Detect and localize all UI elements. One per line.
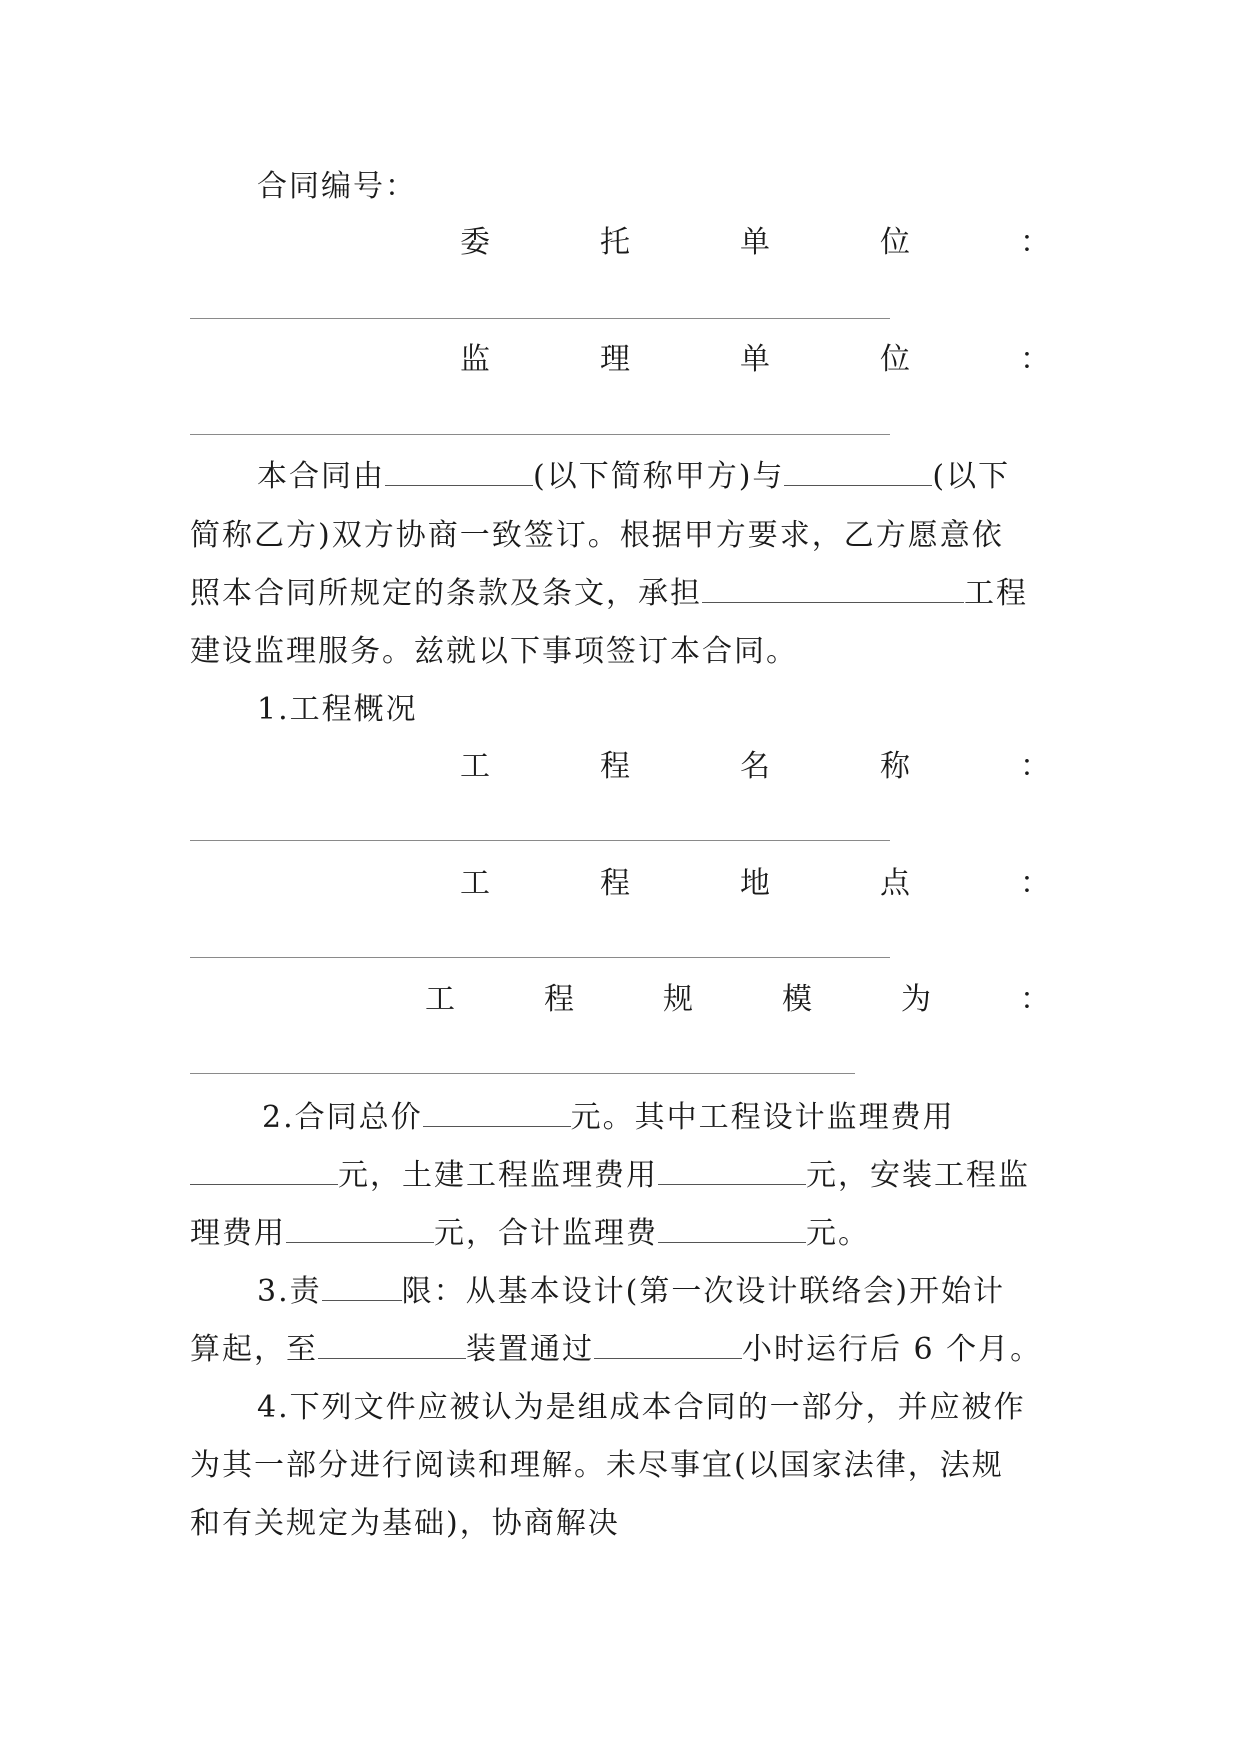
section-3-text: 小时运行后 6 个月。 [742,1332,1043,1367]
supervisor-unit-char: 单 [740,342,770,377]
contract-number-label: 合同编号： [257,169,417,204]
section-2-text: 元，合计监理费 [434,1216,658,1251]
supervisor-unit-char: 理 [600,342,630,377]
project-name-char: 名 [740,749,770,784]
civil-fee-blank[interactable] [658,1156,806,1185]
project-scale-fill-line[interactable] [190,1073,855,1074]
section-2-text: 2.合同总价 [262,1100,423,1135]
intro-text: 照本合同所规定的条款及条文，承担 [190,576,702,611]
project-name-char: ： [1020,749,1050,784]
project-location-char: 地 [740,866,770,901]
intro-text: 工程 [964,576,1028,611]
total-price-blank[interactable] [423,1098,571,1127]
project-scale-char: ： [1020,982,1050,1017]
section-2-text: 理费用 [190,1216,286,1251]
section-1-title: 1.工程概况 [257,692,418,727]
project-scale-label [425,980,1050,1020]
supervisor-unit-char: 监 [460,342,490,377]
client-unit-char: 单 [740,225,770,260]
project-scale-char: 为 [901,982,931,1017]
section-2-text: 元。其中工程设计监理费用 [570,1100,955,1135]
section-2-text: 元，安装工程监 [806,1158,1030,1193]
installation-fee-blank[interactable] [286,1214,434,1243]
design-fee-blank[interactable] [190,1156,338,1185]
project-name-char: 工 [460,749,490,784]
client-unit-label [460,223,1050,263]
hours-blank[interactable] [594,1330,742,1359]
project-location-label [460,864,1050,904]
project-blank[interactable] [702,574,964,603]
supervisor-unit-label [460,340,1050,380]
party-a-blank[interactable] [385,457,533,486]
project-location-char: 点 [880,866,910,901]
project-name-char: 称 [880,749,910,784]
total-fee-blank[interactable] [658,1214,806,1243]
section-4-line-3: 和有关规定为基础)，协商解决 [190,1506,620,1541]
supervisor-unit-char: 位 [880,342,910,377]
project-name-label [460,747,1050,787]
intro-text: (以下 [932,459,1011,494]
project-scale-char: 工 [425,982,455,1017]
section-3-line-1 [257,1272,1119,1312]
project-scale-char: 程 [544,982,574,1017]
section-2-line-3 [190,1214,1052,1254]
section-2-line-2 [190,1156,1052,1196]
intro-line-2: 简称乙方)双方协商一致签订。根据甲方要求，乙方愿意依 [190,518,1004,553]
intro-line-3 [190,574,1052,614]
project-location-char: 程 [600,866,630,901]
section-2-line-1 [262,1098,1124,1138]
intro-text: 本合同由 [257,459,385,494]
section-3-text: 3.责 [257,1274,322,1309]
client-unit-char: 托 [600,225,630,260]
section-4-line-1: 4.下列文件应被认为是组成本合同的一部分，并应被作 [257,1390,1026,1425]
project-name-fill-line[interactable] [190,840,890,841]
project-scale-char: 规 [663,982,693,1017]
section-2-text: 元。 [806,1216,870,1251]
section-3-text: 装置通过 [466,1332,594,1367]
supervisor-unit-fill-line[interactable] [190,434,890,435]
client-unit-fill-line[interactable] [190,318,890,319]
project-location-fill-line[interactable] [190,957,890,958]
section-3-text: 算起，至 [190,1332,318,1367]
client-unit-char: 委 [460,225,490,260]
supervisor-unit-char: ： [1020,342,1050,377]
party-b-blank[interactable] [784,457,932,486]
intro-line-1 [257,457,1119,497]
intro-text: (以下简称甲方)与 [533,459,785,494]
responsibility-blank[interactable] [322,1272,402,1301]
section-2-text: 元，土建工程监理费用 [338,1158,658,1193]
project-location-char: ： [1020,866,1050,901]
client-unit-char: ： [1020,225,1050,260]
project-location-char: 工 [460,866,490,901]
section-4-line-2: 为其一部分进行阅读和理解。未尽事宜(以国家法律，法规 [190,1448,1004,1483]
client-unit-char: 位 [880,225,910,260]
intro-line-4: 建设监理服务。兹就以下事项签订本合同。 [190,634,798,669]
section-3-line-2 [190,1330,1052,1370]
project-name-char: 程 [600,749,630,784]
device-blank[interactable] [318,1330,466,1359]
project-scale-char: 模 [782,982,812,1017]
section-3-text: 限：从基本设计(第一次设计联络会)开始计 [401,1274,1006,1309]
